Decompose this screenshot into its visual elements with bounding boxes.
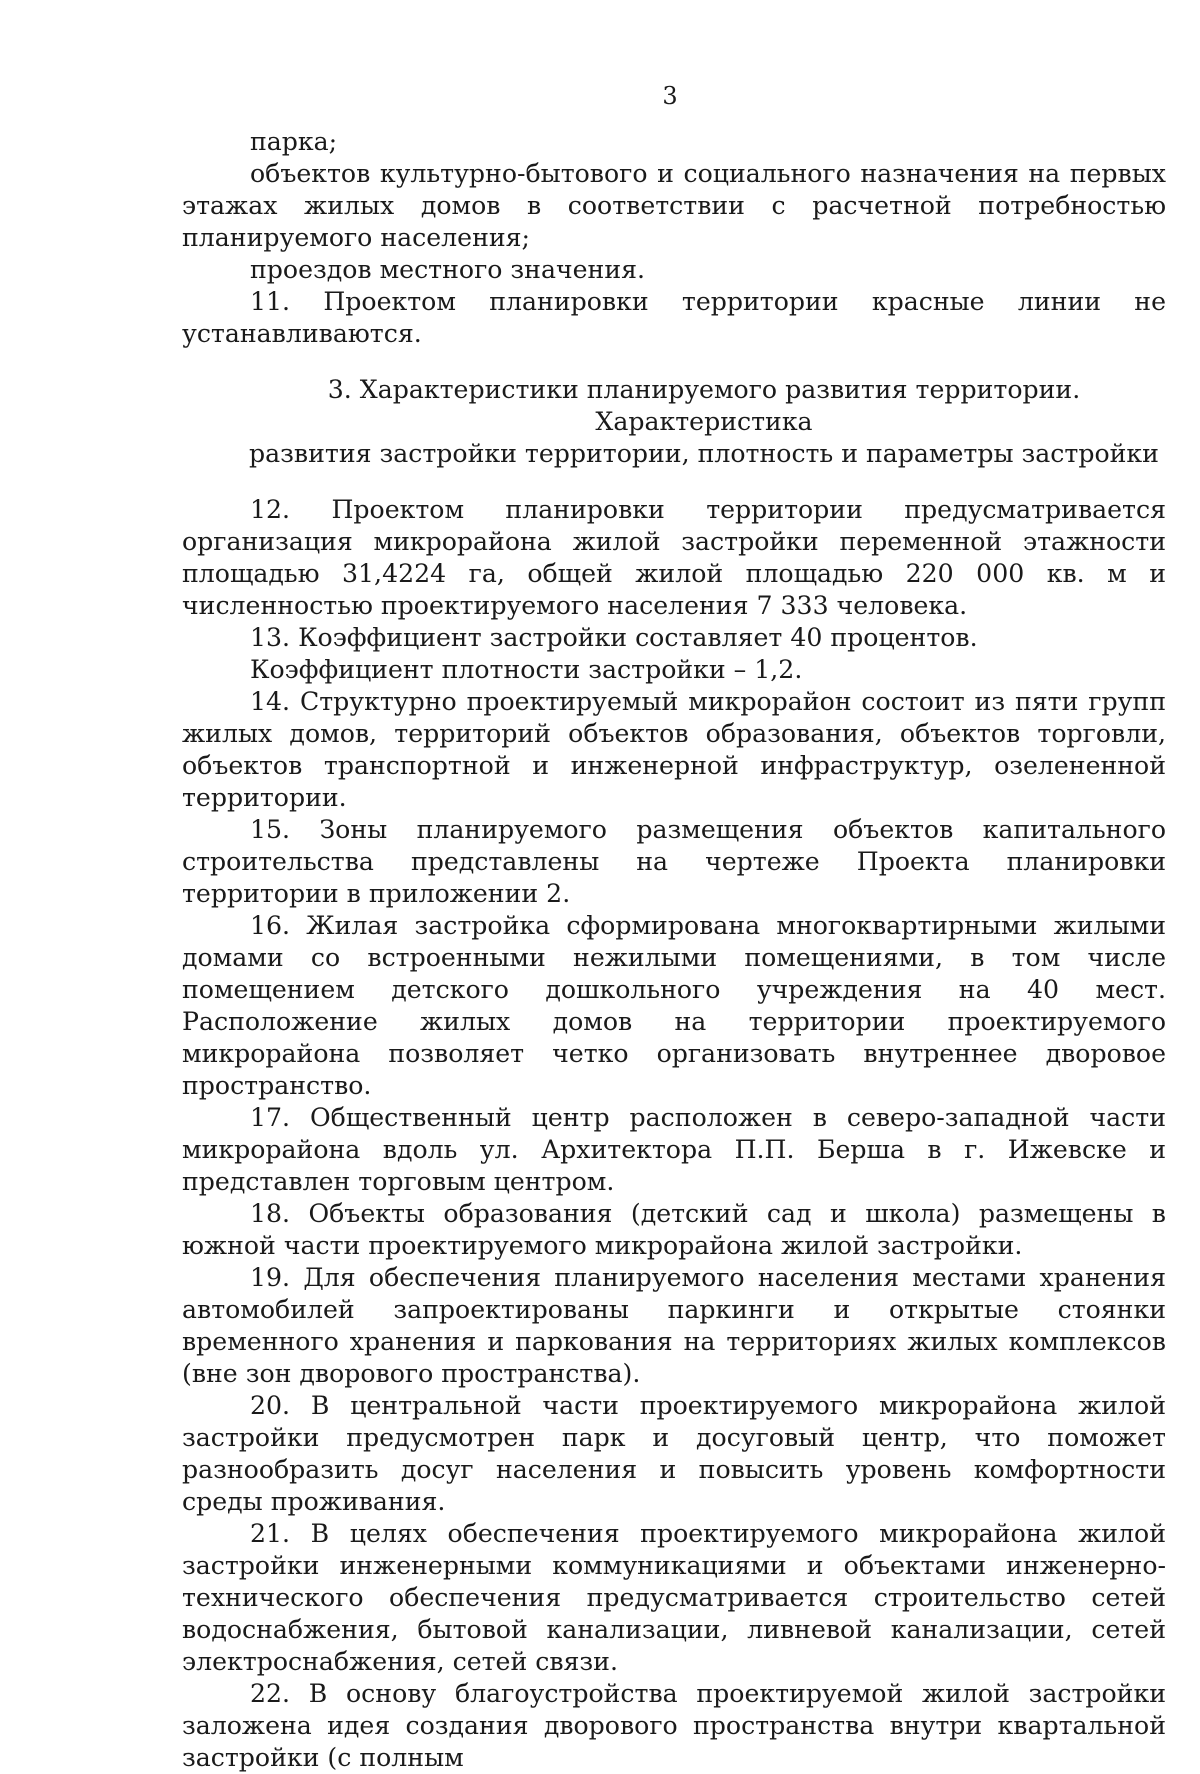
paragraph: 21. В целях обеспечения проектируемого микрорайона жилой застройки инженерными коммуникациями и объектами инженерно-технического обеспечения предусматривается строительство сетей водоснабжения, бытовой канализации, ливневой канализации, сетей электроснабжения, сетей связи. (182, 1519, 1166, 1676)
section-heading-line: 3. Характеристики планируемого развития территории. Характеристика (327, 375, 1081, 436)
paragraph: 12. Проектом планировки территории предусматривается организация микрорайона жилой застройки переменной этажности площадью 31,4224 га, общей жилой площадью 220 000 кв. м и численностью проектируемого населения 7 333 человека. (182, 495, 1166, 620)
paragraph: 20. В центральной части проектируемого микрорайона жилой застройки предусмотрен парк и досуговый центр, что поможет разнообразить досуг населения и повысить уровень комфортности среды проживания. (182, 1391, 1166, 1516)
paragraph: 14. Структурно проектируемый микрорайон состоит из пяти групп жилых домов, территорий объектов образования, объектов торговли, объектов транспортной и инженерной инфраструктур, озелененной территории. (182, 687, 1166, 812)
section-heading-line: развития застройки территории, плотность и параметры застройки (249, 439, 1159, 468)
paragraph: проездов местного значения. (250, 255, 646, 284)
paragraph: объектов культурно-бытового и социального назначения на первых этажах жилых домов в соответствии с расчетной потребностью планируемого населения; (182, 159, 1166, 252)
page-number: 3 (662, 82, 678, 110)
paragraph: 15. Зоны планируемого размещения объектов капитального строительства представлены на чертеже Проекта планировки территории в приложении 2. (182, 815, 1166, 908)
paragraph: Коэффициент плотности застройки – 1,2. (250, 655, 803, 684)
paragraph: 13. Коэффициент застройки составляет 40 процентов. (250, 623, 978, 652)
paragraph: 19. Для обеспечения планируемого населения местами хранения автомобилей запроектированы паркинги и открытые стоянки временного хранения и паркования на территориях жилых комплексов (вне зон дворового пространства). (182, 1263, 1166, 1388)
paragraph: 16. Жилая застройка сформирована многоквартирными жилыми домами со встроенными нежилыми помещениями, в том числе помещением детского дошкольного учреждения на 40 мест. Расположение жилых домов на территории проектируемого микрорайона позволяет четко организовать внутреннее дворовое пространство. (182, 911, 1166, 1100)
paragraph: 11. Проектом планировки территории красные линии не устанавливаются. (182, 287, 1166, 348)
section-heading (182, 374, 1166, 470)
document-body (182, 126, 1166, 1774)
paragraph: 18. Объекты образования (детский сад и школа) размещены в южной части проектируемого микрорайона жилой застройки. (182, 1199, 1166, 1260)
paragraph: 22. В основу благоустройства проектируемой жилой застройки заложена идея создания дворового пространства внутри квартальной застройки (с полным (182, 1679, 1166, 1772)
paragraph: 17. Общественный центр расположен в северо-западной части микрорайона вдоль ул. Архитектора П.П. Берша в г. Ижевске и представлен торговым центром. (182, 1103, 1166, 1196)
paragraph: парка; (250, 127, 338, 156)
